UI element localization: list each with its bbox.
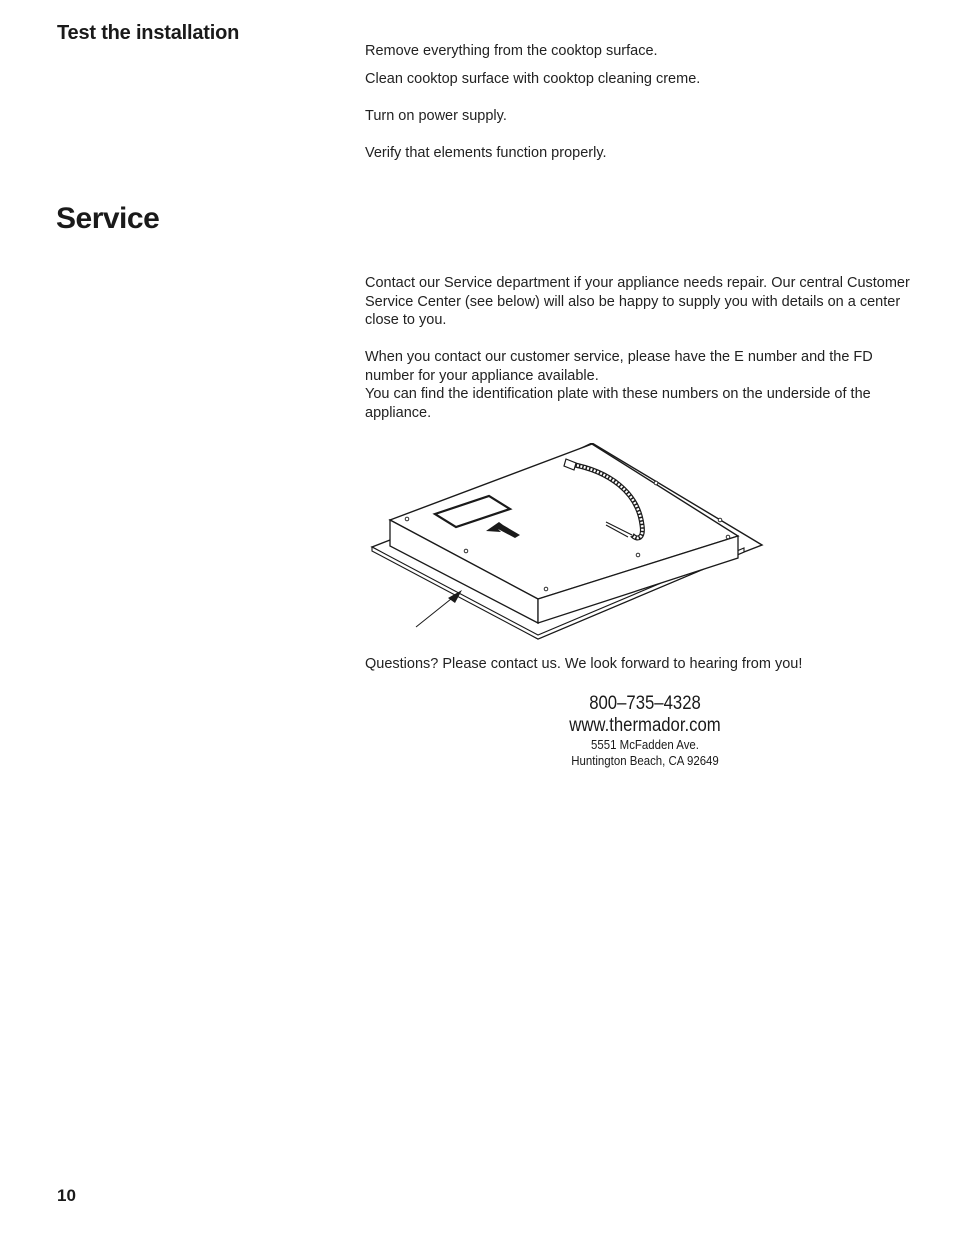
test-step-4: Verify that elements function properly. xyxy=(365,145,607,161)
questions-text: Questions? Please contact us. We look forward to hearing from you! xyxy=(365,656,803,672)
section-heading-service: Service xyxy=(56,202,160,235)
test-step-1: Remove everything from the cooktop surface. xyxy=(365,43,658,59)
contact-block xyxy=(545,693,745,769)
leader-line xyxy=(416,595,456,627)
service-paragraph-2b: You can find the identification plate with these numbers on the underside of the appliance. xyxy=(365,386,871,421)
contact-address-line2: Huntington Beach, CA 92649 xyxy=(571,753,719,768)
contact-phone: 800–735–4328 xyxy=(589,693,701,714)
contact-website: www.thermador.com xyxy=(569,715,721,736)
test-step-2: Clean cooktop surface with cooktop cleaning creme. xyxy=(365,71,701,87)
test-step-3: Turn on power supply. xyxy=(365,108,507,124)
service-paragraph-1: Contact our Service department if your appliance needs repair. Our central Customer Service Center (see below) will also be happy to supply you with details on a center close to you. xyxy=(365,275,910,328)
contact-address-line1: 5551 McFadden Ave. xyxy=(591,737,699,752)
service-paragraph-2a: When you contact our customer service, please have the E number and the FD number for your appliance available. xyxy=(365,349,873,384)
page-number: 10 xyxy=(57,1186,76,1205)
section-heading-test-installation: Test the installation xyxy=(57,22,240,44)
cooktop-underside-diagram xyxy=(370,443,765,640)
